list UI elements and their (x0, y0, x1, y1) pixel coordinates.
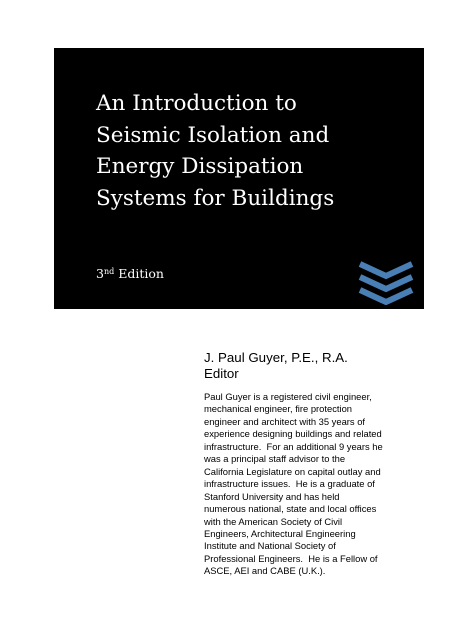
bio-line: California Legislature on capital outlay and (204, 465, 381, 477)
author-role: Editor (204, 366, 239, 381)
bio-line: infrastructure issues. He is a graduate of (204, 478, 375, 490)
book-title-line: An Introduction to (96, 91, 297, 116)
bio-line: Stanford University and has held (204, 490, 340, 502)
bio-line: numerous national, state and local offices (204, 503, 377, 515)
cover-title-block (54, 48, 424, 309)
bio-line: Engineers, Architectural Engineering (204, 527, 356, 539)
bio-line: Institute and National Society of (204, 540, 336, 552)
triple-chevron-down-icon (356, 259, 416, 305)
author-name: J. Paul Guyer, P.E., R.A. (204, 350, 348, 365)
book-title-line: Systems for Buildings (96, 185, 335, 211)
bio-line: mechanical engineer, fire protection (204, 403, 353, 415)
chevron-top (360, 264, 412, 276)
book-title-line: Seismic Isolation and (96, 122, 330, 148)
author-bio (204, 391, 434, 578)
bio-line: experience designing buildings and related (204, 428, 382, 440)
bio-line: with the American Society of Civil (204, 515, 343, 527)
book-title-line: Energy Dissipation (96, 154, 304, 179)
bio-line: Professional Engineers. He is a Fellow of (204, 552, 378, 564)
bio-line: infrastructure. For an additional 9 years he (204, 440, 383, 452)
bio-line: was a principal staff advisor to the (204, 453, 346, 465)
edition-number: 3 (96, 266, 104, 281)
bio-line: Paul Guyer is a registered civil engineer, (204, 391, 372, 402)
book-title (96, 88, 416, 214)
edition-word: Edition (114, 266, 164, 281)
edition-label (96, 266, 164, 282)
bio-line: ASCE, AEI and CABE (U.K.). (204, 565, 326, 577)
edition-ordinal-suffix: nd (103, 267, 115, 276)
bio-line: engineer and architect with 35 years of (204, 415, 366, 427)
author-block (204, 350, 444, 382)
